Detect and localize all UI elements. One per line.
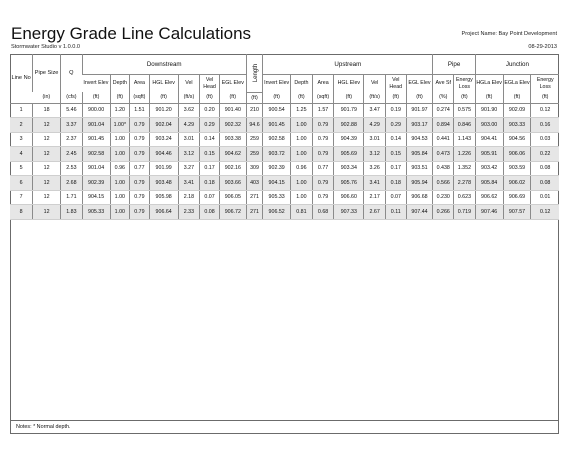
table-cell: 0.68 (312, 205, 334, 220)
unit-cell: (ft/s) (364, 92, 386, 103)
group-junction: Junction (475, 54, 559, 75)
ds-egl-elev: EGL Elev (219, 75, 246, 93)
table-cell: 905.84 (475, 176, 503, 191)
table-cell: 903.51 (406, 161, 433, 176)
unit-cell: (ft) (385, 92, 406, 103)
table-cell: 902.09 (503, 103, 531, 118)
table-cell: 3.12 (178, 147, 200, 162)
table-cell: 0.79 (312, 176, 334, 191)
table-row (10, 118, 559, 133)
table-cell: 906.69 (503, 190, 531, 205)
software-version: Stormwater Studio v 1.0.0.0 (11, 44, 81, 50)
us-hgl-elev: HGL Elev (334, 75, 364, 93)
table-cell: 259 (246, 147, 263, 162)
table-cell: 905.33 (263, 190, 291, 205)
table-cell: 1.00 (291, 118, 313, 133)
pipe-energy-loss: Energy Loss (454, 75, 476, 93)
table-cell: 6 (10, 176, 33, 191)
table-cell: 901.79 (334, 103, 364, 118)
table-cell: 901.20 (149, 103, 178, 118)
table-cell: 8 (10, 205, 33, 220)
table-cell: 0.79 (130, 190, 150, 205)
unit-cell: (ft) (454, 92, 476, 103)
table-cell: 2.18 (178, 190, 200, 205)
table-cell: 1.57 (312, 103, 334, 118)
table-cell: 0.12 (531, 103, 559, 118)
table-cell: 902.32 (219, 118, 246, 133)
unit-cell: (ft) (475, 92, 503, 103)
unit-cell: (ft) (82, 92, 110, 103)
table-cell: 907.44 (406, 205, 433, 220)
table-cell: 0.79 (312, 118, 334, 133)
table-cell: 5.46 (61, 103, 83, 118)
us-invert-elev: Invert Elev (263, 75, 291, 93)
unit-cell: (ft) (503, 92, 531, 103)
table-cell: 1.00 (291, 176, 313, 191)
table-body (10, 103, 559, 219)
unit-cell: (%) (433, 92, 454, 103)
table-cell: 906.62 (475, 190, 503, 205)
table-cell: 3.01 (178, 132, 200, 147)
table-cell: 2.53 (61, 161, 83, 176)
ds-area: Area (130, 75, 150, 93)
unit-cell: (ft) (334, 92, 364, 103)
table-cell: 2.37 (61, 132, 83, 147)
table-cell: 905.91 (475, 147, 503, 162)
table-cell: 2.278 (454, 176, 476, 191)
table-cell: 0.441 (433, 132, 454, 147)
table-cell: 903.59 (503, 161, 531, 176)
table-cell: 0.08 (531, 176, 559, 191)
table-cell: 906.72 (219, 205, 246, 220)
table-cell: 1 (10, 103, 33, 118)
group-upstream: Upstream (263, 54, 433, 75)
table-cell: 907.33 (334, 205, 364, 220)
table-cell: 0.79 (130, 176, 150, 191)
table-cell: 901.04 (82, 161, 110, 176)
table-cell: 12 (33, 190, 61, 205)
table-cell: 0.01 (531, 190, 559, 205)
col-line-no: Line No (10, 54, 33, 103)
table-cell: 904.56 (503, 132, 531, 147)
unit-cell: (in) (33, 92, 61, 103)
table-cell: 904.46 (149, 147, 178, 162)
table-cell: 1.00 (291, 190, 313, 205)
table-cell: 904.53 (406, 132, 433, 147)
table-cell: 1.143 (454, 132, 476, 147)
table-cell: 2.68 (61, 176, 83, 191)
table-cell: 901.45 (263, 118, 291, 133)
table-row (10, 103, 559, 118)
table-cell: 904.15 (263, 176, 291, 191)
unit-cell: (sqft) (130, 92, 150, 103)
table-cell: 3.41 (364, 176, 386, 191)
table-cell: 0.29 (385, 118, 406, 133)
table-cell: 4 (10, 147, 33, 162)
table-cell: 905.69 (334, 147, 364, 162)
table-cell: 0.12 (531, 205, 559, 220)
us-vel: Vel (364, 75, 386, 93)
unit-cell: (sqft) (312, 92, 334, 103)
ds-vel-head: Vel Head (200, 75, 220, 93)
table-cell: 903.24 (149, 132, 178, 147)
table-cell: 0.894 (433, 118, 454, 133)
group-downstream: Downstream (82, 54, 246, 75)
table-cell: 2.67 (364, 205, 386, 220)
pipe-ave-sf: Ave Sf (433, 75, 454, 93)
table-cell: 0.79 (312, 147, 334, 162)
table-cell: 0.473 (433, 147, 454, 162)
table-cell: 902.58 (82, 147, 110, 162)
table-cell: 4.29 (178, 118, 200, 133)
table-cell: 0.230 (433, 190, 454, 205)
table-cell: 0.79 (130, 118, 150, 133)
table-cell: 902.16 (219, 161, 246, 176)
table-cell: 901.99 (149, 161, 178, 176)
table-cell: 0.22 (531, 147, 559, 162)
table-cell: 271 (246, 205, 263, 220)
group-pipe: Pipe (433, 54, 475, 75)
table-cell: 0.17 (385, 161, 406, 176)
table-cell: 1.00 (110, 176, 130, 191)
table-cell: 905.94 (406, 176, 433, 191)
table-cell: 0.19 (385, 103, 406, 118)
table-cell: 0.96 (110, 161, 130, 176)
unit-cell: (ft) (219, 92, 246, 103)
table-cell: 906.52 (263, 205, 291, 220)
unit-cell: (ft/s) (178, 92, 200, 103)
table-cell: 1.00 (291, 147, 313, 162)
table-cell: 1.00 (110, 205, 130, 220)
table-cell: 906.64 (149, 205, 178, 220)
table-cell: 903.00 (475, 118, 503, 133)
table-cell: 900.00 (82, 103, 110, 118)
table-cell: 3 (10, 132, 33, 147)
table-cell: 12 (33, 205, 61, 220)
table-cell: 1.25 (291, 103, 313, 118)
table-cell: 0.623 (454, 190, 476, 205)
table-cell: 904.15 (82, 190, 110, 205)
table-cell: 0.11 (385, 205, 406, 220)
table-cell: 904.62 (219, 147, 246, 162)
jct-hgla-elev: HGLa Elev (475, 75, 503, 93)
table-cell: 904.41 (475, 132, 503, 147)
table-cell: 906.05 (219, 190, 246, 205)
table-cell: 1.00 (291, 132, 313, 147)
table-cell: 3.37 (61, 118, 83, 133)
report-date: 08-29-2013 (528, 44, 557, 50)
table-cell: 0.07 (385, 190, 406, 205)
us-area: Area (312, 75, 334, 93)
table-cell: 271 (246, 190, 263, 205)
table-cell: 901.45 (82, 132, 110, 147)
table-cell: 903.48 (149, 176, 178, 191)
table-cell: 1.51 (130, 103, 150, 118)
us-vel-head: Vel Head (385, 75, 406, 93)
table-row (10, 205, 559, 220)
project-name: Project Name: Bay Point Development (461, 31, 557, 37)
table-cell: 0.719 (454, 205, 476, 220)
table-cell: 0.14 (200, 132, 220, 147)
table-cell: 902.88 (334, 118, 364, 133)
table-cell: 210 (246, 103, 263, 118)
table-cell: 0.266 (433, 205, 454, 220)
table-cell: 0.96 (291, 161, 313, 176)
table-cell: 0.79 (130, 132, 150, 147)
unit-cell: (ft) (246, 92, 263, 103)
table-cell: 0.29 (200, 118, 220, 133)
table-row (10, 132, 559, 147)
table-cell: 1.00 (110, 132, 130, 147)
unit-cell: (ft) (291, 92, 313, 103)
table-cell: 18 (33, 103, 61, 118)
table-cell: 1.20 (110, 103, 130, 118)
table-cell: 900.54 (263, 103, 291, 118)
unit-cell: (cfs) (61, 92, 83, 103)
table-cell: 0.846 (454, 118, 476, 133)
table-cell: 3.26 (364, 161, 386, 176)
table-cell: 12 (33, 147, 61, 162)
table-cell: 2.45 (61, 147, 83, 162)
table-cell: 903.17 (406, 118, 433, 133)
table-cell: 1.226 (454, 147, 476, 162)
table-cell: 0.15 (200, 147, 220, 162)
table-cell: 0.03 (531, 132, 559, 147)
table-cell: 0.16 (531, 118, 559, 133)
col-length: Length (246, 54, 263, 92)
table-cell: 3.41 (178, 176, 200, 191)
table-cell: 905.98 (149, 190, 178, 205)
table-cell: 0.274 (433, 103, 454, 118)
table-cell: 0.79 (130, 147, 150, 162)
table-cell: 0.17 (200, 161, 220, 176)
table-cell: 3.12 (364, 147, 386, 162)
table-cell: 12 (33, 161, 61, 176)
table-cell: 12 (33, 132, 61, 147)
table-cell: 0.81 (291, 205, 313, 220)
table-cell: 403 (246, 176, 263, 191)
table-cell: 309 (246, 161, 263, 176)
table-cell: 902.39 (263, 161, 291, 176)
table-cell: 12 (33, 176, 61, 191)
table-cell: 0.15 (385, 147, 406, 162)
us-depth: Depth (291, 75, 313, 93)
table-cell: 3.01 (364, 132, 386, 147)
table-cell: 0.566 (433, 176, 454, 191)
table-cell: 903.66 (219, 176, 246, 191)
table-cell: 0.07 (200, 190, 220, 205)
table-cell: 0.79 (312, 190, 334, 205)
table-cell: 903.33 (503, 118, 531, 133)
table-cell: 4.29 (364, 118, 386, 133)
table-cell: 901.40 (219, 103, 246, 118)
table-cell: 0.77 (312, 161, 334, 176)
table-cell: 907.57 (503, 205, 531, 220)
table-cell: 905.76 (334, 176, 364, 191)
table-cell: 2.17 (364, 190, 386, 205)
table-row (10, 161, 559, 176)
ds-depth: Depth (110, 75, 130, 93)
table-cell: 1.352 (454, 161, 476, 176)
ds-vel: Vel (178, 75, 200, 93)
table-cell: 0.79 (312, 132, 334, 147)
table-cell: 0.438 (433, 161, 454, 176)
table-cell: 1.00 (110, 190, 130, 205)
table-cell: 7 (10, 190, 33, 205)
unit-cell: (ft) (406, 92, 433, 103)
table-cell: 12 (33, 118, 61, 133)
notes: Notes: * Normal depth. (10, 420, 559, 434)
table-cell: 905.84 (406, 147, 433, 162)
report-title: Energy Grade Line Calculations (11, 24, 252, 43)
table-cell: 906.02 (503, 176, 531, 191)
table-cell: 906.60 (334, 190, 364, 205)
table-cell: 907.46 (475, 205, 503, 220)
table-cell: 1.00 (110, 147, 130, 162)
table-cell: 0.08 (200, 205, 220, 220)
table-cell: 5 (10, 161, 33, 176)
col-pipe-size: Pipe Size (33, 54, 61, 92)
table-cell: 3.27 (178, 161, 200, 176)
unit-cell: (ft) (531, 92, 559, 103)
table-cell: 2.33 (178, 205, 200, 220)
table-cell: 2 (10, 118, 33, 133)
table-cell: 94.6 (246, 118, 263, 133)
table-cell: 905.33 (82, 205, 110, 220)
us-egl-elev: EGL Elev (406, 75, 433, 93)
table-row (10, 176, 559, 191)
ds-invert-elev: Invert Elev (83, 80, 109, 87)
unit-cell: (ft) (200, 92, 220, 103)
table-cell: 902.39 (82, 176, 110, 191)
table-cell: 903.72 (263, 147, 291, 162)
table-cell: 903.38 (219, 132, 246, 147)
table-cell: 1.83 (61, 205, 83, 220)
table-cell: 904.39 (334, 132, 364, 147)
table-cell: 0.18 (385, 176, 406, 191)
table-cell: 0.18 (200, 176, 220, 191)
table-cell: 1.00* (110, 118, 130, 133)
table-cell: 902.58 (263, 132, 291, 147)
col-q: Q (61, 54, 83, 92)
table-cell: 903.34 (334, 161, 364, 176)
jct-energy-loss: Energy Loss (531, 75, 559, 93)
table-cell: 3.62 (178, 103, 200, 118)
table-cell: 1.71 (61, 190, 83, 205)
table-cell: 0.575 (454, 103, 476, 118)
table-cell: 0.79 (130, 205, 150, 220)
table-cell: 906.06 (503, 147, 531, 162)
unit-cell: (ft) (110, 92, 130, 103)
table-cell: 901.90 (475, 103, 503, 118)
table-cell: 901.97 (406, 103, 433, 118)
table-cell: 901.04 (82, 118, 110, 133)
table-cell: 0.20 (200, 103, 220, 118)
unit-cell: (ft) (263, 92, 291, 103)
ds-hgl-elev: HGL Elev (149, 75, 178, 93)
unit-cell: (ft) (149, 92, 178, 103)
table-row (10, 147, 559, 162)
table-cell: 906.68 (406, 190, 433, 205)
table-cell: 903.42 (475, 161, 503, 176)
egl-table (10, 54, 559, 220)
jct-egla-elev: EGLa Elev (503, 75, 531, 93)
table-row (10, 190, 559, 205)
table-cell: 259 (246, 132, 263, 147)
table-cell: 902.04 (149, 118, 178, 133)
table-cell: 0.14 (385, 132, 406, 147)
table-cell: 0.77 (130, 161, 150, 176)
table-cell: 3.47 (364, 103, 386, 118)
table-cell: 0.08 (531, 161, 559, 176)
